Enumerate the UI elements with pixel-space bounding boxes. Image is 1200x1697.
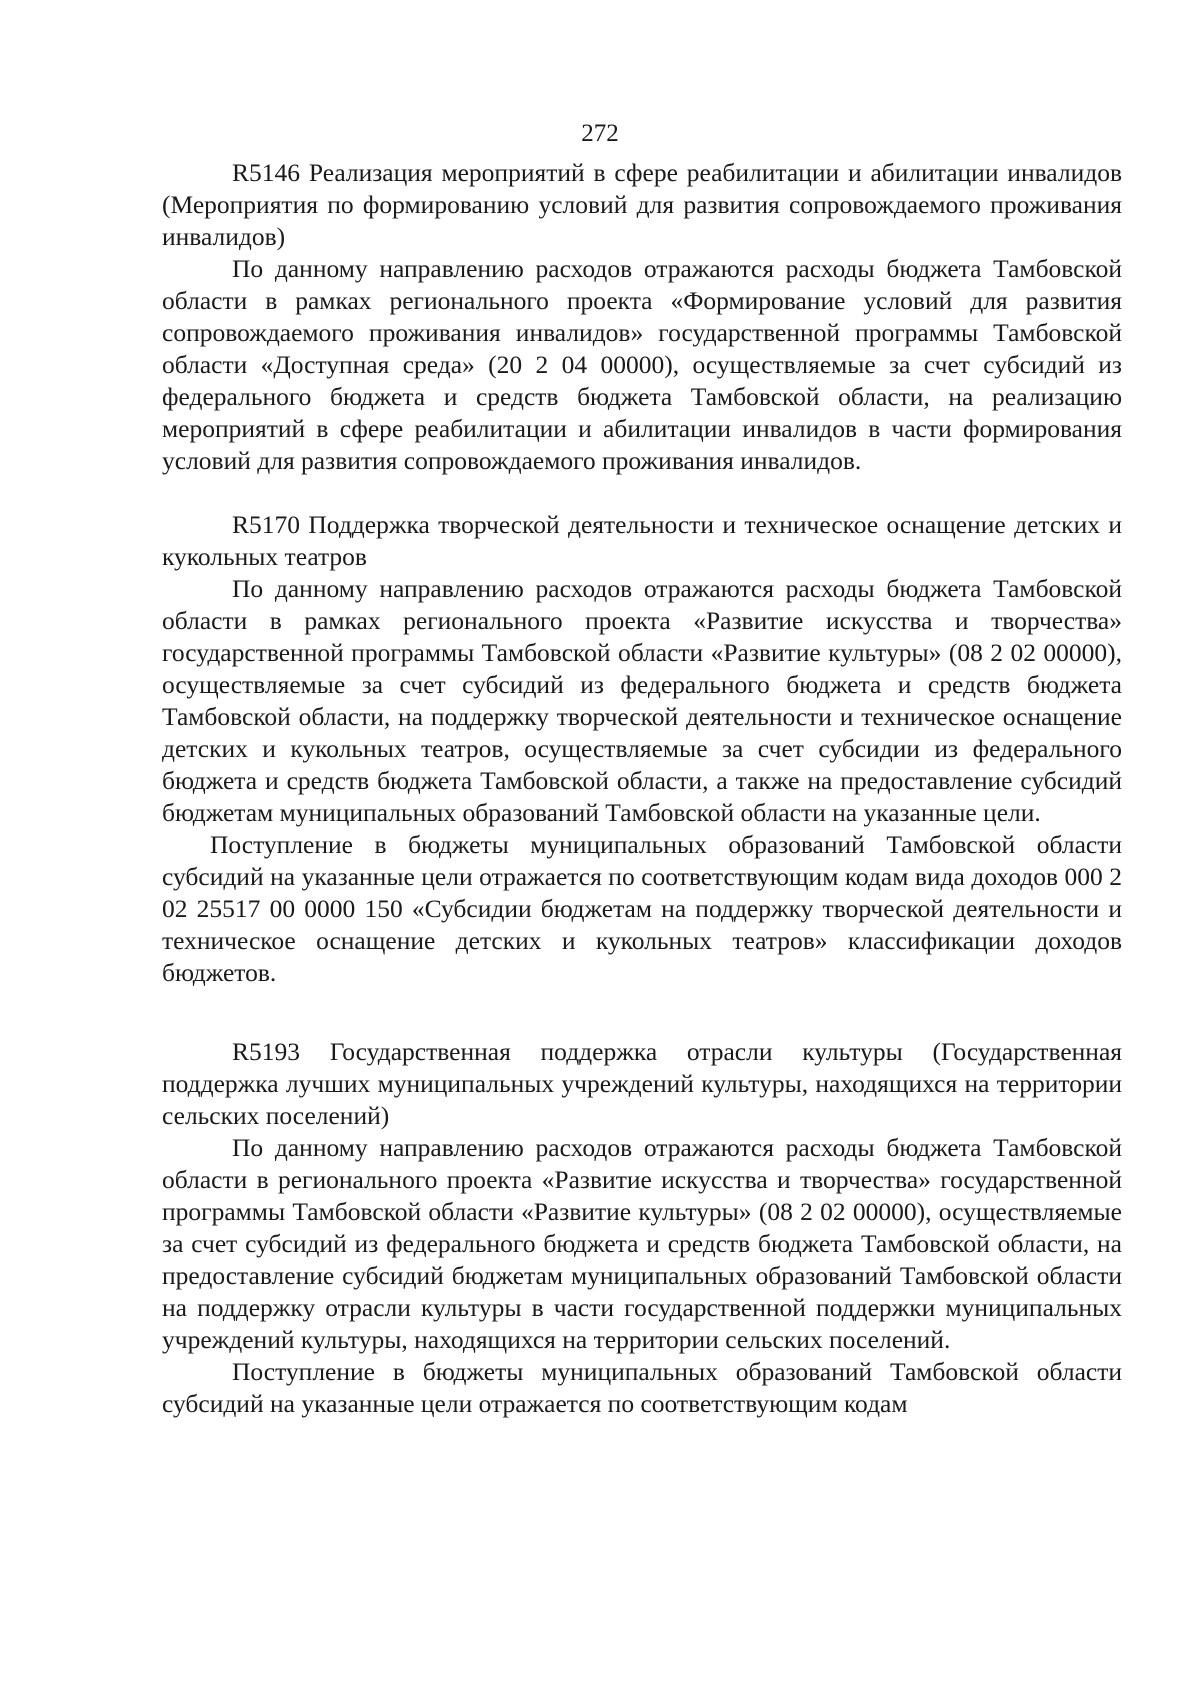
section-r5170 bbox=[162, 509, 1122, 989]
section-body: По данному направлению расходов отражаются расходы бюджета Тамбовской области в регионального проекта «Развитие искусства и творчества» государственной программы Тамбовской области «Развитие культуры» (08 2 02 00000), осуществляемые за счет субсидий из федерального бюджета и средств бюджета Тамбовской области, на предоставление субсидий бюджетам муниципальных образований Тамбовской области на поддержку отрасли культуры в части государственной поддержки муниципальных учреждений культуры, находящихся на территории сельских поселений. bbox=[162, 1133, 1122, 1354]
section-heading: R5193 Государственная поддержка отрасли культуры (Государственная поддержка лучших муниципальных учреждений культуры, находящихся на территории сельских поселений) bbox=[162, 1037, 1122, 1130]
section-r5146 bbox=[162, 157, 1122, 477]
page-number: 272 bbox=[581, 120, 619, 147]
section-body: По данному направлению расходов отражаются расходы бюджета Тамбовской области в рамках регионального проекта «Развитие искусства и творчества» государственной программы Тамбовской области «Развитие культуры» (08 2 02 00000), осуществляемые за счет субсидий из федерального бюджета и средств бюджета Тамбовской области, на поддержку творческой деятельности и техническое оснащение детских и кукольных театров, осуществляемые за счет субсидии из федерального бюджета и средств бюджета Тамбовской области, а также на предоставление субсидий бюджетам муниципальных образований Тамбовской области на указанные цели. bbox=[162, 574, 1122, 827]
section-heading: R5170 Поддержка творческой деятельности и техническое оснащение детских и кукольных театров bbox=[162, 510, 1122, 571]
section-heading: R5146 Реализация мероприятий в сфере реабилитации и абилитации инвалидов (Мероприятия по формированию условий для развития сопровождаемого проживания инвалидов) bbox=[162, 158, 1122, 251]
section-income-note: Поступление в бюджеты муниципальных образований Тамбовской области субсидий на указанные цели отражается по соответствующим кодам вида доходов 000 2 02 25517 00 0000 150 «Субсидии бюджетам на поддержку творческой деятельности и техническое оснащение детских и кукольных театров» классификации доходов бюджетов. bbox=[162, 830, 1122, 987]
section-r5193 bbox=[162, 1036, 1122, 1420]
section-body: По данному направлению расходов отражаются расходы бюджета Тамбовской области в рамках регионального проекта «Формирование условий для развития сопровождаемого проживания инвалидов» государственной программы Тамбовской области «Доступная среда» (20 2 04 00000), осуществляемые за счет субсидий из федерального бюджета и средств бюджета Тамбовской области, на реализацию мероприятий в сфере реабилитации и абилитации инвалидов в части формирования условий для развития сопровождаемого проживания инвалидов. bbox=[162, 254, 1122, 475]
section-income-note: Поступление в бюджеты муниципальных образований Тамбовской области субсидий на указанные цели отражается по соответствующим кодам bbox=[162, 1357, 1122, 1418]
